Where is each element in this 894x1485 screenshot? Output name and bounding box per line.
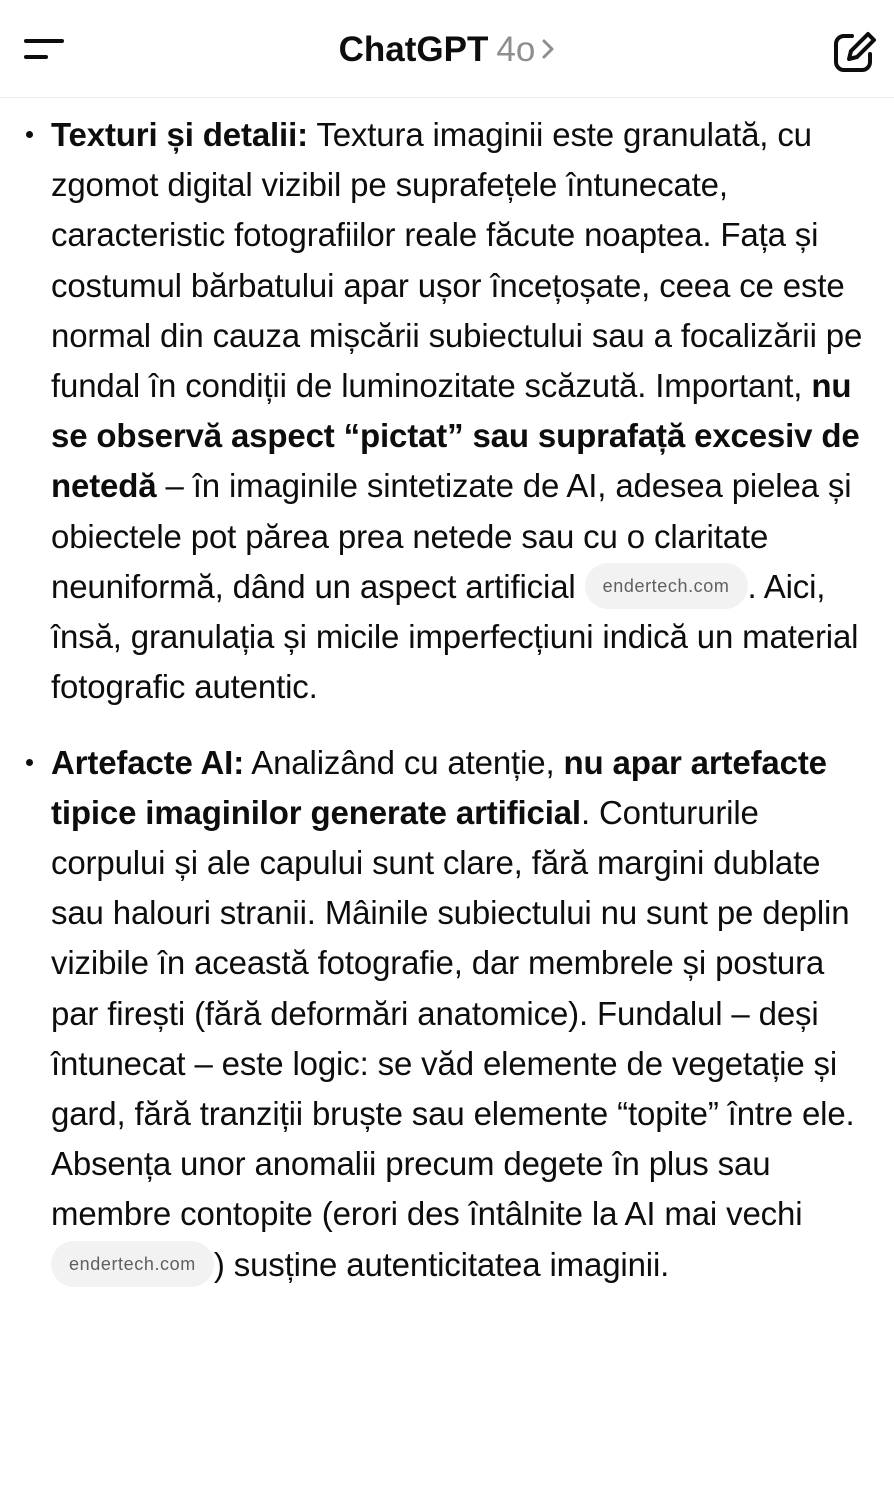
model-selector[interactable] xyxy=(0,26,894,74)
bullet-ai-artifacts xyxy=(51,738,880,1290)
bullet-text: ) susține autenticitatea imaginii. xyxy=(213,1245,670,1283)
bullet-bold-text: nu se observă aspect “pictat” sau suprafață excesiv de netedă xyxy=(51,367,860,505)
bullet-text: – în imaginile sintetizate de AI, adesea pielea și obiectele pot părea prea netede sau cu o claritate neuniformă, dând un aspect artificial xyxy=(51,467,852,605)
source-citation-chip[interactable]: endertech.com xyxy=(585,563,748,609)
bullet-heading: Artefacte AI: xyxy=(51,743,245,781)
bullet-dot xyxy=(26,759,33,766)
app-title: ChatGPT xyxy=(338,30,489,69)
bullet-text: Textura imaginii este granulată, cu zgomot digital vizibil pe suprafețele întunecate, caracteristic fotografiilor reale făcute noaptea. Fața și costumul bărbatului apar ușor încețoșate, ceea ce este normal din cauza mișcării subiectului sau a focalizării pe fundal în condiții de luminozitate scăzută. Important, xyxy=(51,116,863,405)
new-chat-edit-icon xyxy=(830,28,880,76)
bullet-text: Analizând cu atenție, xyxy=(244,743,564,781)
bullet-text: . Contururile corpului și ale capului sunt clare, fără margini dublate sau halouri stranii. Mâinile subiectului nu sunt pe deplin vizibile în această fotografie, dar membrele și postura par firești (fără deformări anatomice). Fundalul – deși întunecat – este logic: se văd elemente de vegetație și gard, fără tranziții bruște sau elemente “topite” între ele. Absența unor anomalii precum degete în plus sau membre contopite (erori des întâlnite la AI mai vechi xyxy=(51,793,855,1233)
source-citation-chip[interactable]: endertech.com xyxy=(51,1241,214,1287)
new-chat-button[interactable] xyxy=(830,28,880,76)
model-name: 4o xyxy=(496,30,536,69)
bullet-list xyxy=(0,110,894,1290)
bullet-heading: Texturi și detalii: xyxy=(51,116,308,153)
bullet-dot xyxy=(26,131,33,138)
assistant-message xyxy=(0,110,894,1485)
chevron-right-icon xyxy=(541,38,555,60)
top-bar xyxy=(0,0,894,98)
bullet-text: . Aici, însă, granulația și micile imperfecțiuni indică un material fotografic autentic. xyxy=(51,567,859,706)
bullet-bold-text: nu apar artefacte tipice imaginilor generate artificial xyxy=(51,743,827,831)
bullet-textures-details xyxy=(51,110,880,713)
